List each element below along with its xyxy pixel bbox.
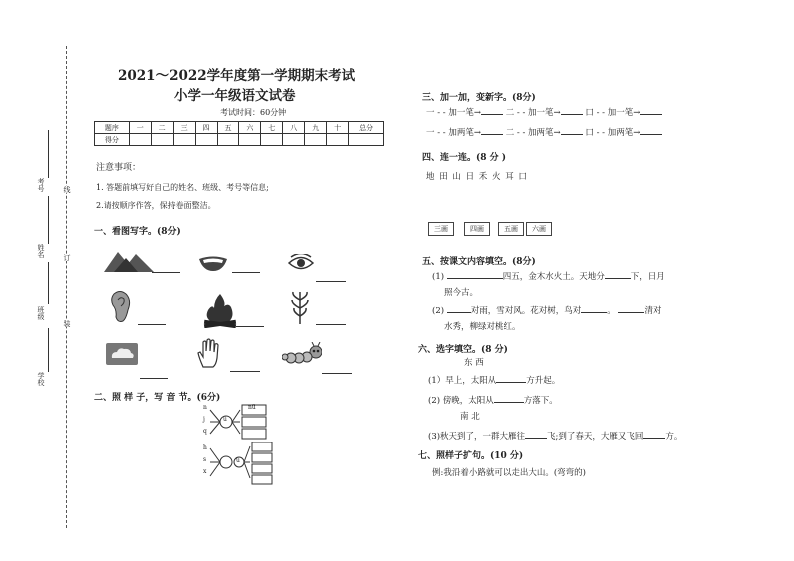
answer-line[interactable] bbox=[152, 272, 180, 273]
sec5-q2-line-2: 水秀，柳绿对桃红。 bbox=[444, 322, 521, 332]
notes-item-1: 1. 答题前填写好自己的姓名、班级、考号等信息; bbox=[96, 183, 269, 192]
score-table-header-row bbox=[95, 122, 384, 134]
sec3-item: 口 - - 加两笔→ bbox=[585, 128, 641, 138]
answer-line[interactable] bbox=[232, 272, 260, 273]
score-input-cell[interactable] bbox=[327, 134, 349, 146]
answer-line[interactable] bbox=[481, 134, 503, 135]
syllable-diagram-top bbox=[200, 404, 276, 444]
q-text: 方升起。 bbox=[526, 376, 561, 386]
label-banji: 班级 bbox=[37, 306, 45, 320]
q-text: 四五，金木水火土。天地分 bbox=[502, 272, 605, 282]
score-input-cell[interactable] bbox=[349, 134, 384, 146]
section-3-heading: 三、加一加，变新字。(8分) bbox=[422, 93, 536, 103]
binding-dashed-line bbox=[66, 46, 67, 528]
final-u-umlaut: ü bbox=[223, 416, 227, 423]
sec6-choice-2: 南 北 bbox=[460, 412, 480, 422]
q-text: 清对 bbox=[644, 306, 662, 316]
notes-heading: 注意事项： bbox=[96, 163, 142, 173]
exam-time: 考试时间：60分钟 bbox=[220, 108, 287, 117]
mouth-image bbox=[198, 254, 228, 272]
cut-mark-zhuang: 装 bbox=[63, 320, 71, 327]
q-text: 。 bbox=[607, 306, 616, 316]
option-sanhua[interactable]: 三画 bbox=[428, 222, 454, 236]
xuexiao-line bbox=[48, 328, 49, 372]
score-input-cell[interactable] bbox=[129, 134, 151, 146]
answer-line[interactable] bbox=[447, 312, 471, 313]
cloud-image bbox=[106, 343, 138, 365]
hand-image bbox=[196, 338, 222, 368]
answer-line[interactable] bbox=[447, 278, 503, 279]
section-4-heading: 四、连一连。(8 分 ) bbox=[422, 153, 507, 163]
mountain-image bbox=[104, 248, 154, 272]
exam-title: 2021～2022学年度第一学期期末考试 bbox=[118, 68, 356, 84]
answer-line[interactable] bbox=[496, 382, 526, 383]
score-cell: 七 bbox=[261, 122, 283, 134]
score-cell: 五 bbox=[217, 122, 239, 134]
q-text: (2) 傍晚，太阳从 bbox=[428, 396, 494, 406]
q-number: (1) bbox=[432, 272, 445, 282]
score-cell: 二 bbox=[151, 122, 173, 134]
answer-line[interactable] bbox=[316, 281, 346, 282]
answer-line[interactable] bbox=[236, 326, 264, 327]
section-5-heading: 五、按课文内容填空。(8分) bbox=[422, 257, 536, 267]
score-cell: 三 bbox=[173, 122, 195, 134]
score-cell: 一 bbox=[129, 122, 151, 134]
q-text: 飞;到了春天，大雁又飞回 bbox=[547, 432, 644, 442]
sec3-item: 二 - - 加两笔→ bbox=[505, 128, 561, 138]
sec5-q1-line-2: 照今古。 bbox=[444, 288, 479, 298]
syllable-diagram-bottom bbox=[200, 442, 276, 488]
option-liuhua[interactable]: 六画 bbox=[526, 222, 552, 236]
score-input-cell[interactable] bbox=[239, 134, 261, 146]
cut-mark-xian: 线 bbox=[63, 186, 71, 193]
initial-s: s bbox=[203, 456, 207, 463]
score-table-score-row bbox=[95, 134, 384, 146]
q-text: (3)秋天到了，一群大雁往 bbox=[428, 432, 526, 442]
label-xingming: 姓名 bbox=[37, 244, 45, 258]
section-2-heading: 二、照 样 子，写 音 节。(6分) bbox=[94, 393, 221, 403]
score-cell: 题序 bbox=[95, 122, 130, 134]
example-syllable: nü bbox=[248, 404, 256, 411]
score-input-cell[interactable] bbox=[283, 134, 305, 146]
score-input-cell[interactable] bbox=[305, 134, 327, 146]
label-xuexiao: 学校 bbox=[37, 372, 45, 386]
initial-n: n bbox=[203, 404, 207, 411]
answer-line[interactable] bbox=[561, 114, 583, 115]
sec6-q2 bbox=[428, 394, 558, 406]
answer-line[interactable] bbox=[561, 134, 583, 135]
answer-line[interactable] bbox=[140, 378, 168, 379]
score-input-cell[interactable] bbox=[173, 134, 195, 146]
score-input-cell[interactable] bbox=[151, 134, 173, 146]
sec5-q1-line-1 bbox=[432, 270, 665, 282]
sec3-item: 二 - - 加一笔→ bbox=[505, 108, 561, 118]
answer-line[interactable] bbox=[640, 134, 662, 135]
q-text: 对雨，雪对风。花对树，鸟对 bbox=[470, 306, 582, 316]
answer-line[interactable] bbox=[525, 438, 547, 439]
option-wuhua[interactable]: 五画 bbox=[498, 222, 524, 236]
q-number: (2) bbox=[432, 306, 445, 316]
eye-image bbox=[288, 254, 314, 272]
ear-image bbox=[110, 290, 132, 324]
initial-h: h bbox=[203, 444, 207, 451]
sec5-q2-line-1 bbox=[432, 304, 662, 316]
xingming-line bbox=[48, 196, 49, 244]
q-text: 方。 bbox=[665, 432, 683, 442]
sec3-item: 口 - - 加一笔→ bbox=[585, 108, 641, 118]
score-cell: 十 bbox=[327, 122, 349, 134]
fire-image bbox=[200, 292, 240, 328]
initial-j: j bbox=[203, 416, 205, 423]
section-6-heading: 六、选字填空。(8 分) bbox=[418, 345, 508, 355]
score-table bbox=[94, 121, 384, 146]
label-kaohao: 考号 bbox=[37, 178, 45, 192]
q-text: 下，日月 bbox=[630, 272, 665, 282]
section-1-heading: 一、看图写字。(8分) bbox=[94, 227, 181, 237]
answer-line[interactable] bbox=[640, 114, 662, 115]
answer-line[interactable] bbox=[230, 371, 260, 372]
sec6-q1 bbox=[428, 374, 560, 386]
score-cell: 四 bbox=[195, 122, 217, 134]
answer-line[interactable] bbox=[581, 312, 607, 313]
notes-item-2: 2.请按顺序作答，保持卷面整洁。 bbox=[96, 201, 216, 210]
caterpillar-image bbox=[282, 342, 322, 366]
cut-mark-ding: 订 bbox=[63, 254, 71, 261]
score-cell: 总分 bbox=[349, 122, 384, 134]
sec6-choice-1: 东 西 bbox=[464, 358, 484, 368]
q-text: 方落下。 bbox=[523, 396, 558, 406]
score-input-cell[interactable] bbox=[217, 134, 239, 146]
answer-line[interactable] bbox=[481, 114, 503, 115]
crop-image bbox=[290, 290, 310, 324]
sec7-example: 例:我沿着小路就可以走出大山。(弯弯的) bbox=[432, 468, 586, 478]
sec3-item: 一 - - 加一笔→ bbox=[426, 108, 481, 118]
score-cell: 八 bbox=[283, 122, 305, 134]
score-cell: 得分 bbox=[95, 134, 130, 146]
initial-q: q bbox=[203, 428, 207, 435]
exam-subtitle: 小学一年级语文试卷 bbox=[174, 88, 296, 104]
final-u-macron: ū bbox=[236, 457, 240, 464]
sec3-item: 一 - - 加两笔→ bbox=[426, 128, 481, 138]
q-text: (1）早上，太阳从 bbox=[428, 376, 497, 386]
section-7-heading: 七、照样子扩句。(10 分) bbox=[418, 451, 524, 461]
score-input-cell[interactable] bbox=[261, 134, 283, 146]
answer-line[interactable] bbox=[494, 402, 524, 403]
kaohao-line bbox=[48, 130, 49, 178]
answer-line[interactable] bbox=[643, 438, 665, 439]
score-input-cell[interactable] bbox=[195, 134, 217, 146]
option-sihua[interactable]: 四画 bbox=[464, 222, 490, 236]
initial-x: x bbox=[203, 468, 207, 475]
answer-line[interactable] bbox=[605, 278, 631, 279]
answer-line[interactable] bbox=[138, 324, 166, 325]
answer-line[interactable] bbox=[618, 312, 644, 313]
sec6-q3 bbox=[428, 430, 682, 442]
answer-line[interactable] bbox=[322, 373, 352, 374]
sec3-line-2 bbox=[426, 126, 662, 138]
score-cell: 六 bbox=[239, 122, 261, 134]
score-cell: 九 bbox=[305, 122, 327, 134]
sec4-characters: 地 田 山 日 禾 火 耳 口 bbox=[426, 172, 528, 182]
answer-line[interactable] bbox=[316, 324, 346, 325]
sec3-line-1 bbox=[426, 106, 662, 118]
banji-line bbox=[48, 262, 49, 304]
